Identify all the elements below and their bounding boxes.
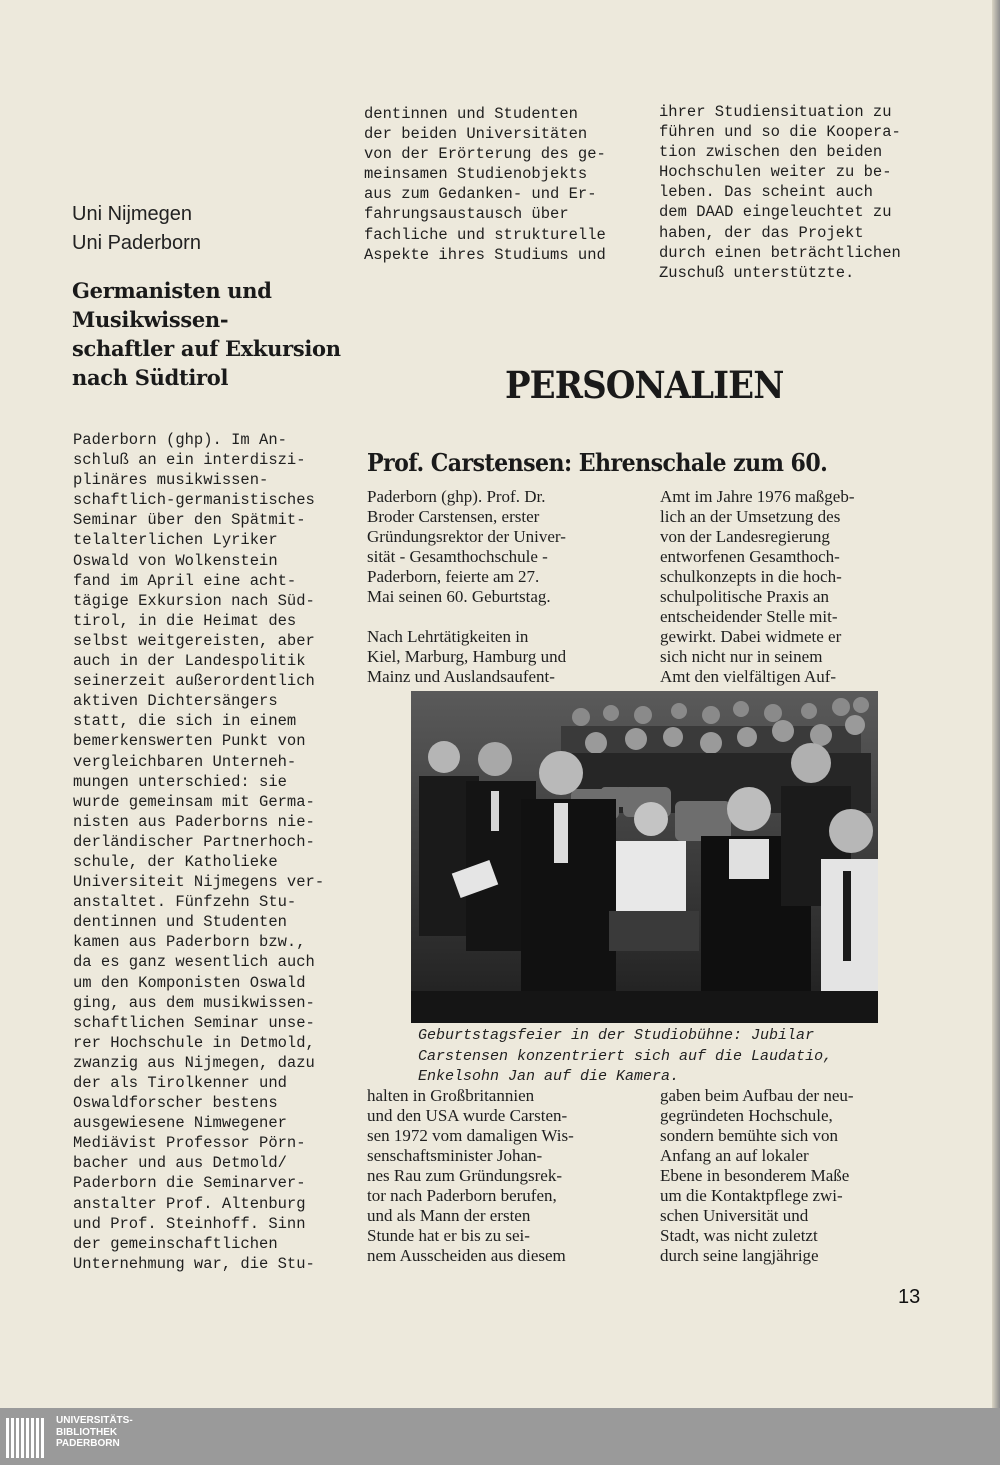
caption-line: Carstensen konzentriert sich auf die Laudatio, [418,1047,833,1065]
text-line: Oswald von Wolkenstein [73,551,278,570]
footer-bar [0,1408,1000,1465]
article2-column2-top-b [367,627,629,687]
text-line: Nach Lehrtätigkeiten in [367,627,529,646]
text-line: schulkonzepts in die hoch- [660,567,842,586]
text-line: Kiel, Marburg, Hamburg und [367,647,567,666]
text-line: senschaftsminister Johan- [367,1146,543,1165]
text-line: und Prof. Steinhoff. Sinn [73,1214,306,1233]
text-line: Ebene in besonderem Maße [660,1166,850,1185]
text-line: gewirkt. Dabei widmete er [660,627,842,646]
text-line: um die Kontaktpflege zwi- [660,1186,843,1205]
text-line: Zuschuß unterstützte. [659,263,855,282]
text-line: der gemeinschaftlichen [73,1234,278,1253]
event-photo [411,691,878,1023]
text-line: Amt im Jahre 1976 maßgeb- [660,487,855,506]
text-line: kamen aus Paderborn bzw., [73,933,306,952]
text-line: anstaltet. Fünfzehn Stu- [73,893,297,912]
text-line: Mainz und Auslandsaufent- [367,667,555,686]
text-line: Stadt, was nicht zuletzt [660,1226,818,1245]
text-line: von der Erörterung des ge- [364,145,606,164]
text-line: schen Universität und [660,1206,809,1225]
text-line: Seminar über den Spätmit- [73,511,306,530]
text-line: Mediävist Professor Pörn- [73,1134,306,1153]
text-line: schluß an ein interdiszi- [73,451,306,470]
text-line: gaben beim Aufbau der neu- [660,1086,854,1105]
text-line: um den Komponisten Oswald [73,973,306,992]
text-line: Aspekte ihres Studiums und [364,245,606,264]
text-line: Anfang an auf lokaler [660,1146,809,1165]
text-line: Paderborn (ghp). Prof. Dr. [367,487,546,506]
headline-line: Musikwissen- [72,307,229,332]
text-line: und als Mann der ersten [367,1206,531,1225]
page-number: 13 [898,1286,921,1308]
article1-column2 [364,104,626,265]
text-line: zwanzig aus Nijmegen, dazu [73,1053,315,1072]
kicker [72,200,201,258]
text-line: Hochschulen weiter zu be- [659,163,892,182]
text-line: Stunde hat er bis zu sei- [367,1226,530,1245]
text-line: aktiven Dichtersängers [73,692,278,711]
text-line: der als Tirolkenner und [73,1074,287,1092]
text-line: sen 1972 vom damaligen Wis- [367,1126,574,1145]
text-line: schulpolitische Praxis an [660,587,830,606]
text-line: fand im April eine acht- [73,571,297,590]
headline-line: schaftler auf Exkursion [72,336,341,361]
article2-column2-bottom [367,1086,629,1266]
text-line: Paderborn die Seminarver- [73,1174,306,1193]
text-line: Mai seinen 60. Geburtstag. [367,587,551,606]
library-logo-icon [6,1416,50,1460]
text-line: plinäres musikwissen- [73,471,269,490]
headline-line: Germanisten und [72,278,272,303]
text-line: entscheidender Stelle mit- [660,607,838,626]
article2-column3-top [660,487,922,687]
text-line: gegründeten Hochschule, [660,1106,833,1125]
text-line: mungen unterschied: sie [73,772,287,791]
text-line: nisten aus Paderborns nie- [73,812,315,831]
text-line: schaftlichen Seminar unse- [73,1013,315,1032]
page-edge [992,0,1000,1408]
text-line: sich nicht nur in seinem [660,647,823,666]
text-line: von der Landesregierung [660,527,830,546]
text-line: ihrer Studiensituation zu [659,103,892,121]
text-line: Gründungsrektor der Univer- [367,527,566,546]
article1-column1 [73,430,335,1274]
text-line: rer Hochschule in Detmold, [73,1033,315,1052]
text-line: dentinnen und Studenten [364,105,578,123]
text-line: entworfenen Gesamthoch- [660,547,840,566]
text-line: meinsamen Studienobjekts [364,165,588,184]
text-line: fachliche und strukturelle [364,225,606,244]
audience-photo-illustration [411,691,878,1023]
text-line: da es ganz wesentlich auch [73,953,315,972]
text-line: Unternehmung war, die Stu- [73,1254,315,1273]
library-name-line: UNIVERSITÄTS- [56,1415,133,1426]
text-line: bemerkenswerten Punkt von [73,732,306,751]
text-line: wurde gemeinsam mit Germa- [73,792,315,811]
text-line: telalterlichen Lyriker [73,531,278,550]
text-line: Broder Carstensen, erster [367,507,540,526]
text-line: der beiden Universitäten [364,125,588,144]
text-line: lich an der Umsetzung des [660,507,841,526]
text-line: aus zum Gedanken- und Er- [364,185,597,204]
library-name-line: PADERBORN [56,1438,120,1449]
text-line: sondern bemühte sich von [660,1126,838,1145]
text-line: sität - Gesamthochschule - [367,547,548,566]
text-line: auch in der Landespolitik [73,652,306,671]
text-line: fahrungsaustausch über [364,205,569,224]
article1-column3 [659,102,921,283]
section-title: PERSONALIEN [505,363,784,407]
text-line: tägige Exkursion nach Süd- [73,591,315,610]
text-line: Oswaldforscher bestens [73,1094,278,1113]
text-line: tor nach Paderborn berufen, [367,1186,557,1205]
article1-headline [72,276,362,392]
photo-caption [418,1026,888,1088]
headline-line: nach Südtirol [72,365,229,390]
text-line: Universiteit Nijmegens ver- [73,873,325,892]
text-line: dem DAAD eingeleuchtet zu [659,203,892,222]
text-line: tion zwischen den beiden [659,143,883,162]
text-line: schule, der Katholieke [73,852,278,871]
text-line: vergleichbaren Unterneh- [73,752,297,771]
library-name-line: BIBLIOTHEK [56,1426,118,1438]
text-line: ausgewiesene Nimwegener [73,1114,287,1133]
text-line: tirol, in die Heimat des [73,611,297,630]
text-line: Paderborn, feierte am 27. [367,567,540,586]
text-line: führen und so die Koopera- [659,123,901,142]
text-line: ging, aus dem musikwissen- [73,993,315,1012]
text-line: halten in Großbritannien [367,1086,535,1105]
text-line: seinerzeit außerordentlich [73,672,315,691]
kicker-line: Uni Nijmegen [72,203,193,225]
text-line: bacher und aus Detmold/ [73,1154,287,1173]
text-line: schaftlich-germanistisches [73,491,315,510]
text-line: und den USA wurde Carsten- [367,1106,568,1125]
text-line: selbst weitgereisten, aber [73,631,315,650]
text-line: anstalter Prof. Altenburg [73,1194,306,1213]
text-line: derländischer Partnerhoch- [73,832,315,851]
caption-line: Enkelsohn Jan auf die Kamera. [418,1068,680,1085]
article2-headline: Prof. Carstensen: Ehrenschale zum 60. [367,448,828,477]
text-line: durch seine langjährige [660,1246,819,1265]
text-line: Amt den vielfältigen Auf- [660,667,837,686]
text-line: haben, der das Projekt [659,223,864,242]
text-line: Paderborn (ghp). Im An- [73,431,287,449]
caption-line: Geburtstagsfeier in der Studiobühne: Jubilar [418,1027,815,1044]
library-name [56,1415,133,1450]
text-line: statt, die sich in einem [73,712,297,731]
text-line: nem Ausscheiden aus diesem [367,1246,566,1265]
article2-column2-top [367,487,629,607]
text-line: leben. Das scheint auch [659,183,873,202]
text-line: dentinnen und Studenten [73,913,287,932]
text-line: nes Rau zum Gründungsrek- [367,1166,562,1185]
kicker-line: Uni Paderborn [72,232,201,254]
text-line: durch einen beträchtlichen [659,243,901,262]
article2-column3-bottom [660,1086,922,1266]
